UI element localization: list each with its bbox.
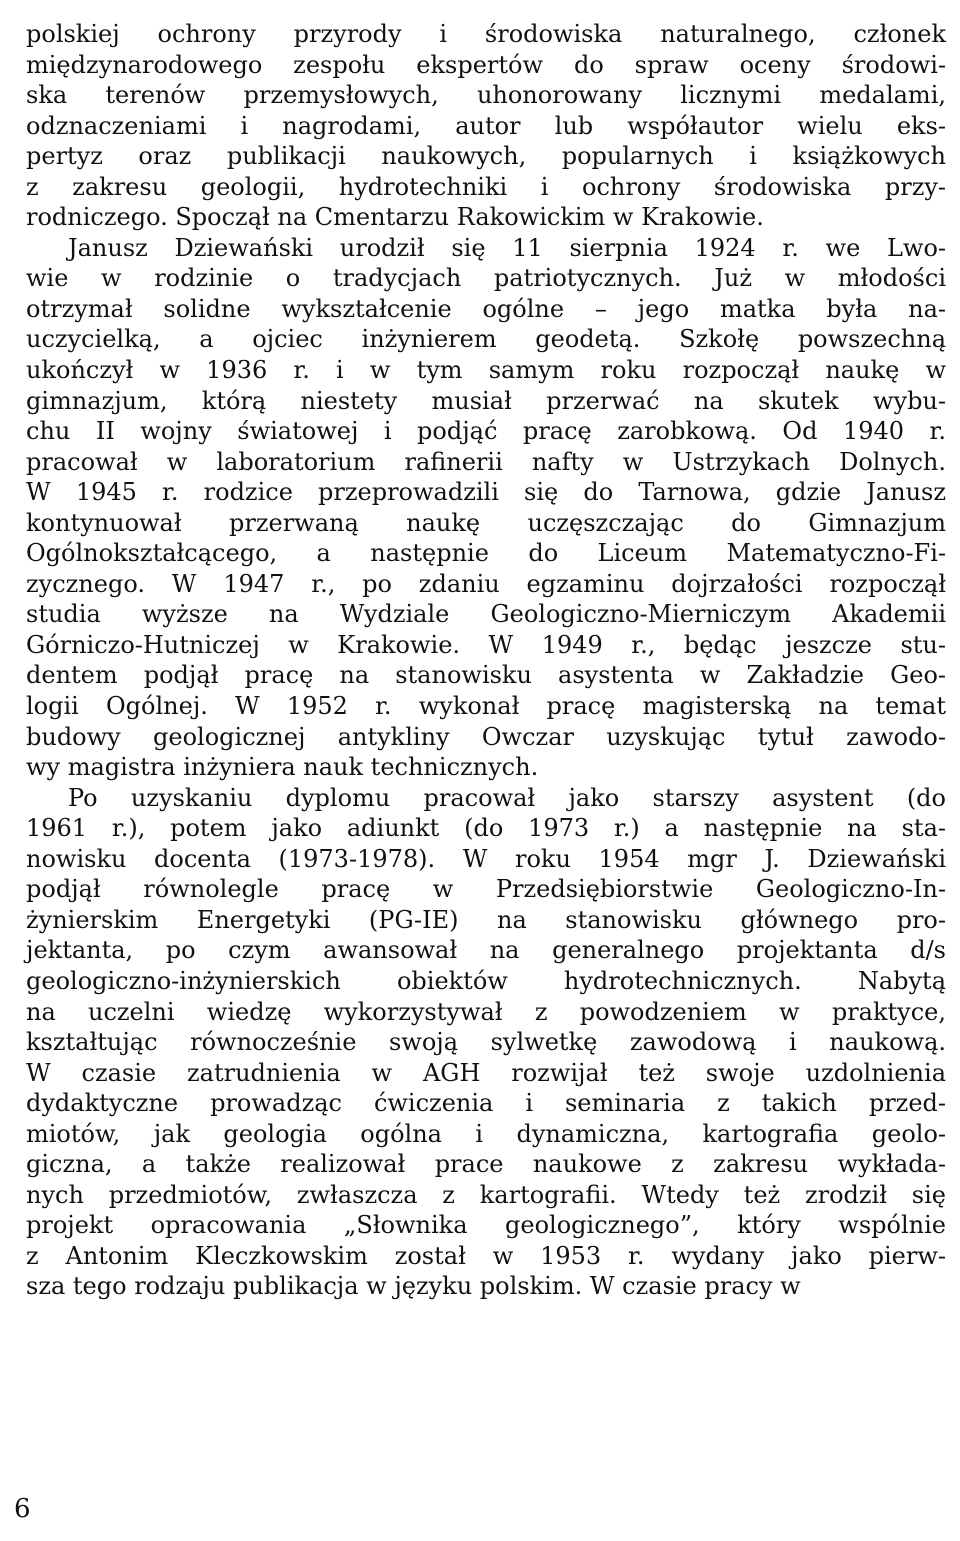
page-number: 6: [14, 1494, 31, 1524]
text-line: pertyz oraz publikacji naukowych, popularnych i książkowych: [26, 142, 946, 171]
text-line: wy magistra inżyniera nauk technicznych.: [26, 753, 539, 782]
text-line: kształtując równocześnie swoją sylwetkę zawodową i naukową.: [26, 1028, 946, 1057]
text-line: otrzymał solidne wykształcenie ogólne – jego matka była na-: [26, 294, 946, 323]
text-line: Po uzyskaniu dyplomu pracował jako starszy asystent (do: [68, 783, 946, 812]
text-line: podjął równolegle pracę w Przedsiębiorstwie Geologiczno-In-: [26, 875, 946, 904]
text-line: jektanta, po czym awansował na generalnego projektanta d/s: [26, 936, 946, 965]
text-line: giczna, a także realizował prace naukowe z zakresu wykłada-: [26, 1150, 946, 1179]
text-line: z zakresu geologii, hydrotechniki i ochrony środowiska przy-: [26, 172, 946, 201]
text-line: pracował w laboratorium rafinerii nafty w Ustrzykach Dolnych.: [26, 447, 946, 476]
text-line: nych przedmiotów, zwłaszcza z kartografii. Wtedy też zrodził się: [26, 1180, 946, 1209]
text-line: geologiczno-inżynierskich obiektów hydrotechnicznych. Nabytą: [26, 966, 946, 995]
text-line: logii Ogólnej. W 1952 r. wykonał pracę magisterską na temat: [26, 692, 946, 721]
text-line: studia wyższe na Wydziale Geologiczno-Mierniczym Akademii: [26, 600, 946, 629]
text-line: gimnazjum, którą niestety musiał przerwać na skutek wybu-: [26, 386, 946, 415]
text-line: dydaktyczne prowadząc ćwiczenia i seminaria z takich przed-: [26, 1089, 946, 1118]
text-line: żynierskim Energetyki (PG-IE) na stanowisku głównego pro-: [26, 905, 946, 934]
text-line: budowy geologicznej antykliny Owczar uzyskując tytuł zawodo-: [26, 722, 946, 751]
text-line: międzynarodowego zespołu ekspertów do spraw oceny środowi-: [26, 50, 946, 79]
text-line: nowisku docenta (1973-1978). W roku 1954 mgr J. Dziewański: [26, 844, 946, 873]
text-line: 1961 r.), potem jako adiunkt (do 1973 r.) a następnie na sta-: [26, 814, 946, 843]
text-line: miotów, jak geologia ogólna i dynamiczna, kartografia geolo-: [26, 1119, 946, 1148]
text-line: projekt opracowania „Słownika geologicznego”, który wspólnie: [26, 1211, 946, 1240]
text-line: polskiej ochrony przyrody i środowiska naturalnego, członek: [26, 20, 946, 48]
body-text: [26, 19, 946, 1302]
text-line: kontynuował przerwaną naukę uczęszczając do Gimnazjum: [26, 508, 946, 537]
text-line: W 1945 r. rodzice przeprowadzili się do Tarnowa, gdzie Janusz: [26, 478, 946, 507]
text-line: Górniczo-Hutniczej w Krakowie. W 1949 r., będąc jeszcze stu-: [26, 630, 946, 659]
text-line: z Antonim Kleczkowskim został w 1953 r. wydany jako pierw-: [26, 1241, 946, 1270]
text-line: dentem podjął pracę na stanowisku asystenta w Zakładzie Geo-: [26, 661, 946, 690]
text-line: zycznego. W 1947 r., po zdaniu egzaminu dojrzałości rozpoczął: [26, 569, 946, 598]
text-line: ukończył w 1936 r. i w tym samym roku rozpoczął naukę w: [26, 356, 946, 385]
text-line: na uczelni wiedzę wykorzystywał z powodzeniem w praktyce,: [26, 997, 946, 1026]
text-line: Janusz Dziewański urodził się 11 sierpnia 1924 r. we Lwo-: [68, 233, 946, 262]
text-line: odznaczeniami i nagrodami, autor lub współautor wielu eks-: [26, 111, 946, 140]
text-line: wie w rodzinie o tradycjach patriotycznych. Już w młodości: [26, 264, 946, 293]
text-line: W czasie zatrudnienia w AGH rozwijał też swoje uzdolnienia: [26, 1058, 946, 1087]
text-line: Ogólnokształcącego, a następnie do Liceum Matematyczno-Fi-: [26, 539, 946, 568]
text-line: rodniczego. Spoczął na Cmentarzu Rakowickim w Krakowie.: [26, 203, 764, 232]
text-line: sza tego rodzaju publikacja w języku polskim. W czasie pracy w: [26, 1272, 801, 1301]
text-line: ska terenów przemysłowych, uhonorowany licznymi medalami,: [26, 81, 946, 110]
text-line: uczycielką, a ojciec inżynierem geodetą. Szkołę powszechną: [26, 325, 946, 354]
text-line: chu II wojny światowej i podjąć pracę zarobkową. Od 1940 r.: [26, 417, 946, 446]
